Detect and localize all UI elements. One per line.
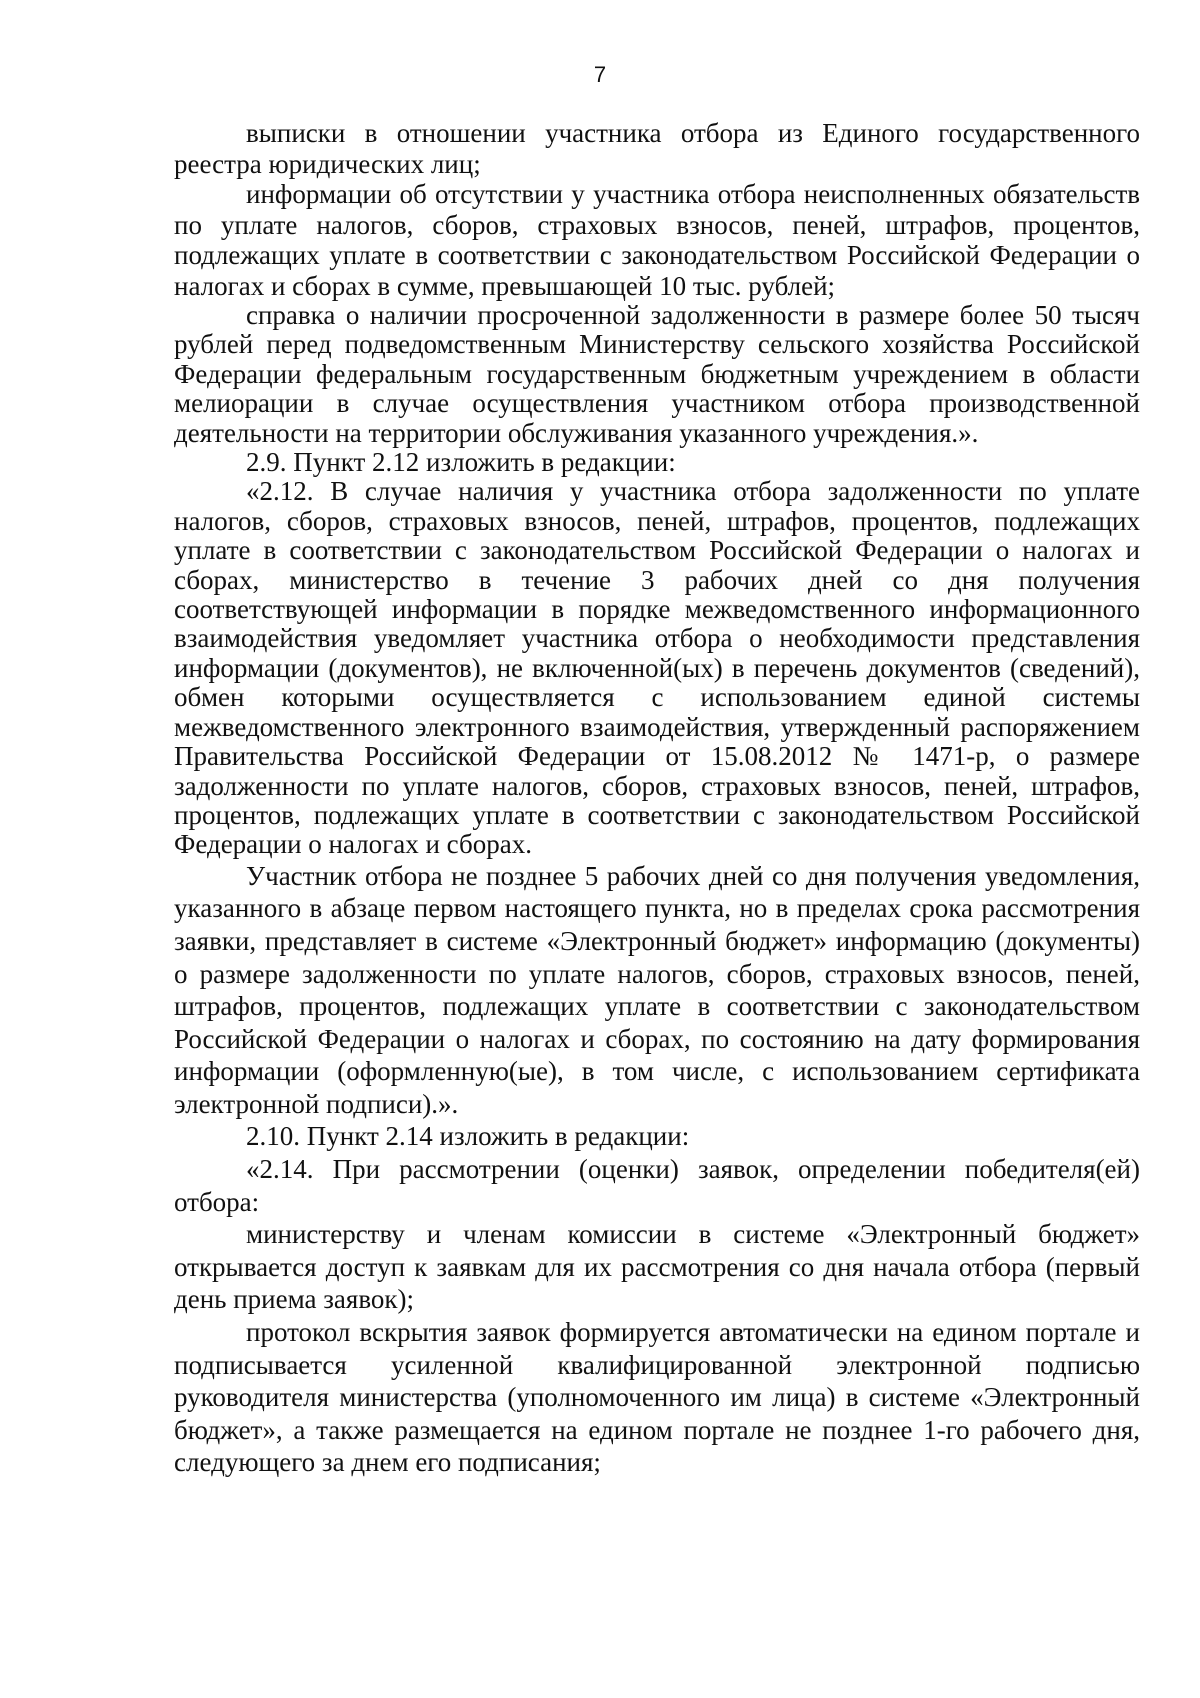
page-number: 7 — [593, 62, 607, 87]
paragraph-item-2-10: 2.10. Пункт 2.14 изложить в редакции: — [246, 1121, 690, 1152]
paragraph-overdue-debt-certificate: справка о наличии просроченной задолженности в размере более 50 тысяч рублей перед подведомственным Министерству сельского хозяйства Российской Федерации федеральным государственным бюджетным учреждением в области мелиорации в случае осуществления участником отбора производственной деятельности на территории обслуживания указанного учреждения.». — [174, 300, 1140, 448]
paragraph-no-tax-debt-info: информации об отсутствии у участника отбора неисполненных обязательств по уплате налогов, сборов, страховых взносов, пеней, штрафов, процентов, подлежащих уплате в соответствии с законодательством Российской Федерации о налогах и сборах в сумме, превышающей 10 тыс. рублей; — [174, 179, 1140, 301]
paragraph-clause-2-14: «2.14. При рассмотрении (оценки) заявок, определении победителя(ей) отбора: — [174, 1154, 1140, 1217]
paragraph-participant-notice: Участник отбора не позднее 5 рабочих дней со дня получения уведомления, указанного в абзаце первом настоящего пункта, но в пределах срока рассмотрения заявки, представляет в системе «Электронный бюджет» информацию (документы) о размере задолженности по уплате налогов, сборов, страховых взносов, пеней, штрафов, процентов, подлежащих уплате в соответствии с законодательством Российской Федерации о налогах и сборах, по состоянию на дату формирования информации (оформленную(ые), в том числе, с использованием сертификата электронной подписи).». — [174, 860, 1140, 1119]
paragraph-commission-access: министерству и членам комиссии в системе «Электронный бюджет» открывается доступ к заявкам для их рассмотрения со дня начала отбора (первый день приема заявок); — [174, 1219, 1140, 1315]
paragraph-item-2-9: 2.9. Пункт 2.12 изложить в редакции: — [246, 447, 676, 478]
paragraph-clause-2-12: «2.12. В случае наличия у участника отбора задолженности по уплате налогов, сборов, страховых взносов, пеней, штрафов, процентов, подлежащих уплате в соответствии с законодательством Российской Федерации о налогах и сборах, министерство в течение 3 рабочих дней со дня получения соответствующей информации в порядке межведомственного информационного взаимодействия уведомляет участника отбора о необходимости представления информации (документов), не включенной(ых) в перечень документов (сведений), обмен которыми осуществляется с использованием единой системы межведомственного электронного взаимодействия, утвержденный распоряжением Правительства Российской Федерации от 15.08.2012 № 1471-р, о размере задолженности по уплате налогов, сборов, страховых взносов, пеней, штрафов, процентов, подлежащих уплате в соответствии с законодательством Российской Федерации о налогах и сборах. — [174, 476, 1140, 860]
paragraph-opening-protocol: протокол вскрытия заявок формируется автоматически на едином портале и подписывается усиленной квалифицированной электронной подписью руководителя министерства (уполномоченного им лица) в системе «Электронный бюджет», а также размещается на едином портале не позднее 1-го рабочего дня, следующего за днем его подписания; — [174, 1317, 1140, 1478]
document-body — [174, 118, 1140, 1479]
paragraph-egrul-extract: выписки в отношении участника отбора из Единого государственного реестра юридических лиц; — [174, 118, 1140, 179]
